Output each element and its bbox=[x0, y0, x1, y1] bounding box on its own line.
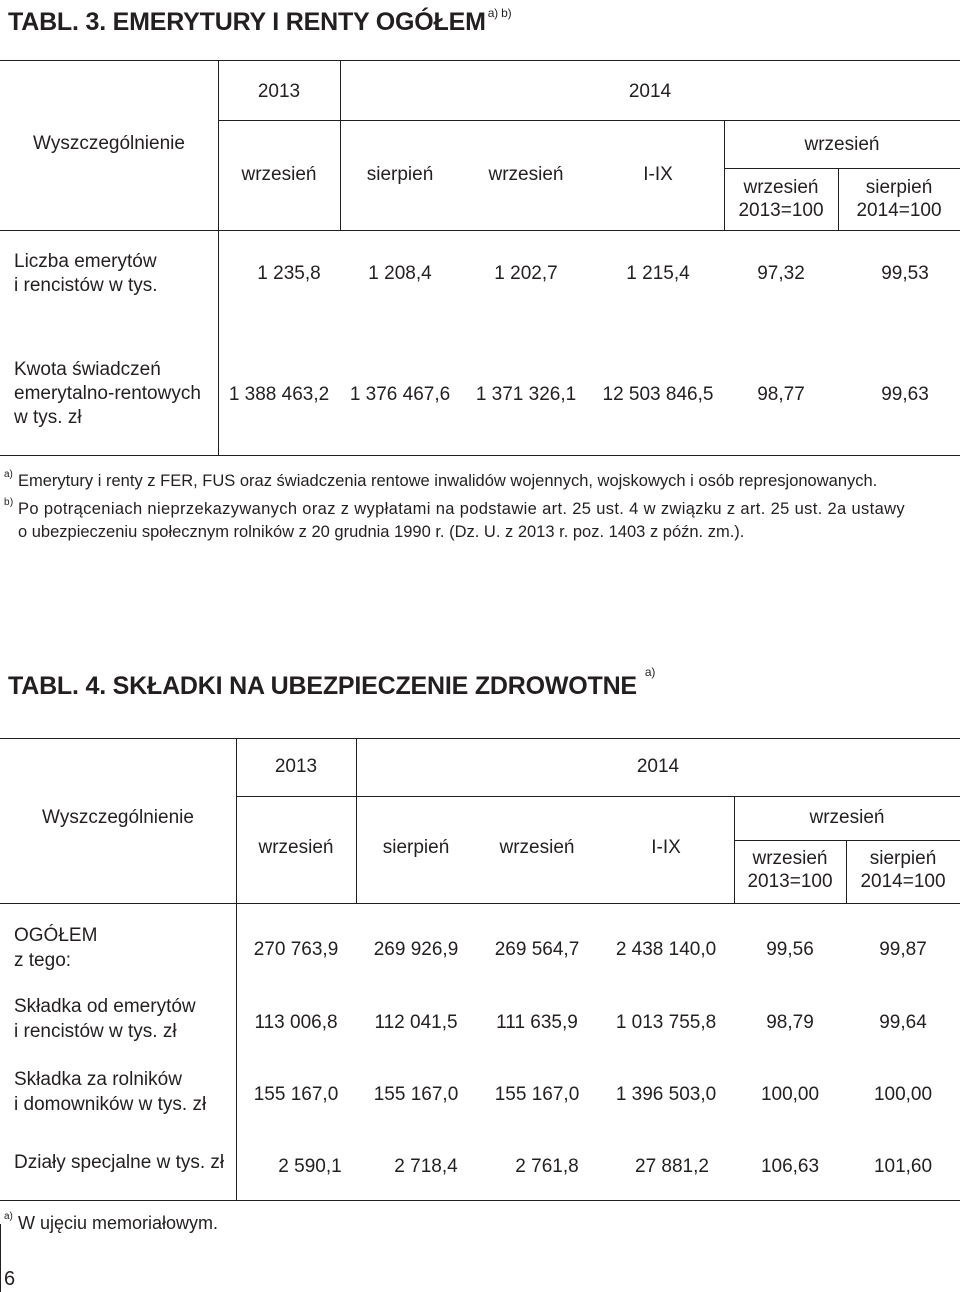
t4-cell: 99,56 bbox=[766, 939, 814, 960]
t4-top-rule bbox=[0, 738, 960, 739]
t3-group-header: wrzesień bbox=[804, 134, 880, 155]
t3-cell: 1 371 326,1 bbox=[475, 384, 577, 405]
t4-index-header: sierpień 2014=100 bbox=[860, 848, 946, 892]
t3-cell: 1 215,4 bbox=[626, 263, 690, 284]
t4-cell: 269 926,9 bbox=[373, 939, 459, 960]
t3-footnote-a: a) Emerytury i renty z FER, FUS oraz świadczenia rentowe inwalidów wojennych, wojskowych i osób represjonowanych. bbox=[4, 469, 878, 490]
t3-cell: 12 503 846,5 bbox=[602, 384, 714, 405]
table4-title: TABL. 4. SKŁADKI NA UBEZPIECZENIE ZDROWOTNE$^{a)}$ bbox=[8, 664, 656, 700]
table3-title: TABL. 3. EMERYTURY I RENTY OGÓŁEM $^{a) b)}$ bbox=[8, 5, 512, 36]
t4-cell: 155 167,0 bbox=[253, 1084, 339, 1105]
t3-cell: 1 376 467,6 bbox=[349, 384, 451, 405]
t4-col-header: wrzesień bbox=[258, 837, 334, 858]
t4-bottom-rule bbox=[0, 1200, 960, 1201]
t4-cell: 270 763,9 bbox=[253, 939, 339, 960]
t4-cell: 2 718,4 bbox=[394, 1156, 458, 1177]
t3-cell: 1 208,4 bbox=[368, 263, 432, 284]
t3-top-rule bbox=[0, 60, 960, 61]
t3-header-bottom-rule bbox=[0, 230, 960, 231]
t3-col-header: wrzesień bbox=[488, 164, 564, 185]
t4-index-header: wrzesień 2013=100 bbox=[747, 848, 833, 892]
t4-footnote-a: a) W ujęciu memoriałowym. bbox=[4, 1211, 219, 1233]
t4-cell: 112 041,5 bbox=[374, 1012, 458, 1033]
t4-cell: 99,87 bbox=[879, 939, 927, 960]
t3-row-label: Liczba emerytów i rencistów w tys. bbox=[14, 251, 158, 296]
t4-header-bottom-rule bbox=[0, 903, 960, 904]
t3-stub-header: Wyszczególnienie bbox=[33, 133, 185, 154]
t4-year-2014: 2014 bbox=[636, 756, 680, 777]
t3-row-label: Kwota świadczeń emerytalno-rentowych w tys. zł bbox=[14, 359, 201, 428]
t3-cell: 99,53 bbox=[881, 263, 929, 284]
t3-col-header: sierpień bbox=[366, 164, 434, 185]
t3-index-header: sierpień 2014=100 bbox=[856, 177, 942, 221]
t4-cell: 111 635,9 bbox=[496, 1012, 578, 1033]
t4-stub-divider bbox=[236, 738, 237, 1200]
t4-group-header: wrzesień bbox=[809, 807, 885, 828]
t3-footnote-b: b) Po potrąceniach nieprzekazywanych oraz z wypłatami na podstawie art. 25 ust. 4 w związku z art. 25 ust. 2a ustawy bbox=[4, 497, 905, 518]
t4-row-label: Działy specjalne w tys. zł bbox=[14, 1152, 225, 1173]
t4-cell: 106,63 bbox=[760, 1156, 820, 1177]
t3-year-rule bbox=[218, 120, 960, 121]
t3-cell: 97,32 bbox=[757, 263, 805, 284]
t4-year-2013: 2013 bbox=[274, 756, 318, 777]
page-number-rule bbox=[0, 1224, 1, 1292]
t4-cell: 155 167,0 bbox=[494, 1084, 580, 1105]
t3-year-2014: 2014 bbox=[628, 81, 672, 102]
t3-bottom-rule bbox=[0, 455, 960, 456]
t3-col-header: I-IX bbox=[643, 164, 673, 185]
t4-cell: 27 881,2 bbox=[635, 1156, 709, 1177]
t3-footnote-b-cont: o ubezpieczeniu społecznym rolników z 20 grudnia 1990 r. (Dz. U. z 2013 r. poz. 1403 z późn. zm.). bbox=[18, 523, 745, 541]
t4-row-label: Składka od emerytów i rencistów w tys. zł bbox=[14, 996, 196, 1042]
t4-cell: 2 761,8 bbox=[515, 1156, 579, 1177]
t3-cell: 1 388 463,2 bbox=[228, 384, 330, 405]
t4-row-label: Składka za rolników i domowników w tys. zł bbox=[14, 1069, 207, 1115]
t4-cell: 101,60 bbox=[873, 1156, 933, 1177]
t4-year-rule bbox=[236, 796, 960, 797]
t4-cell: 98,79 bbox=[766, 1012, 814, 1033]
t3-cell: 1 235,8 bbox=[257, 263, 321, 284]
t4-cell: 1 013 755,8 bbox=[615, 1012, 717, 1033]
t4-cell: 99,64 bbox=[879, 1012, 927, 1033]
t4-col-header: wrzesień bbox=[499, 837, 575, 858]
t3-group-rule bbox=[724, 168, 960, 169]
t4-cell: 269 564,7 bbox=[494, 939, 580, 960]
t4-row-label: OGÓŁEM z tego: bbox=[14, 925, 98, 971]
t3-cell: 99,63 bbox=[881, 384, 929, 405]
t4-cell: 155 167,0 bbox=[373, 1084, 459, 1105]
t3-index-header: wrzesień 2013=100 bbox=[738, 177, 824, 221]
t4-stub-header: Wyszczególnienie bbox=[42, 807, 194, 828]
t3-col-header: wrzesień bbox=[241, 164, 317, 185]
t4-col-header: I-IX bbox=[651, 837, 681, 858]
t3-cell: 98,77 bbox=[757, 384, 805, 405]
t3-cell: 1 202,7 bbox=[494, 263, 558, 284]
page-number: 6 bbox=[4, 1268, 16, 1290]
t4-cell: 100,00 bbox=[873, 1084, 933, 1105]
t4-cell: 2 438 140,0 bbox=[615, 939, 717, 960]
t3-year-2013: 2013 bbox=[257, 81, 301, 102]
t4-cell: 1 396 503,0 bbox=[615, 1084, 717, 1105]
t4-cell: 100,00 bbox=[760, 1084, 820, 1105]
t4-cell: 2 590,1 bbox=[278, 1156, 342, 1177]
t4-col-header: sierpień bbox=[382, 837, 450, 858]
t4-group-rule bbox=[734, 840, 960, 841]
t4-cell: 113 006,8 bbox=[254, 1012, 338, 1033]
